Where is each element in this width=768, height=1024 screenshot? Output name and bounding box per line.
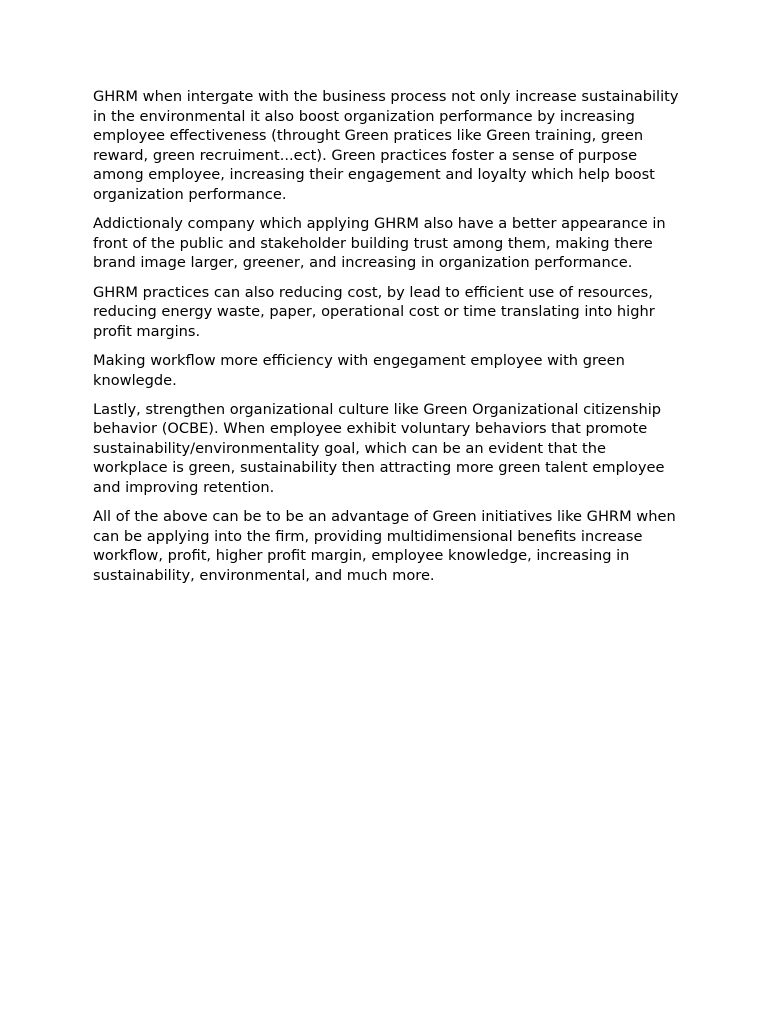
paragraph-organizational-culture: Lastly, strengthen organizational culture like Green Organizational citizenship behavior (OCBE). When employee exhibit voluntary behaviors that promote sustainability/environmentality goal, which can be an evident that the workplace is green, sustainability then attracting more green talent employee and improving retention.	[93, 400, 665, 497]
paragraph-ghrm-integration: GHRM when intergate with the business process not only increase sustainability in the environmental it also boost organization performance by increasing employee effectiveness (throught Green pratices like Green training, green reward, green recruiment...ect). Green practices foster a sense of purpose among employee, increasing their engagement and loyalty which help boost organization performance.	[93, 88, 679, 203]
paragraph-conclusion: All of the above can be to be an advantage of Green initiatives like GHRM when can be applying into the firm, providing multidimensional benefits increase workflow, profit, higher profit margin, employee knowledge, increasing in sustainability, environmental, and much more.	[93, 508, 676, 585]
paragraph-public-appearance: Addictionaly company which applying GHRM also have a better appearance in front of the public and stakeholder building trust among them, making there brand image larger, greener, and increasing in organization performance.	[93, 215, 666, 272]
document-body	[93, 87, 683, 595]
paragraph-cost-reduction: GHRM practices can also reducing cost, by lead to efficient use of resources, reducing energy waste, paper, operational cost or time translating into highr profit margins.	[93, 283, 655, 340]
paragraph-workflow-efficiency: Making workflow more efficiency with engegament employee with green knowlegde.	[93, 351, 625, 389]
